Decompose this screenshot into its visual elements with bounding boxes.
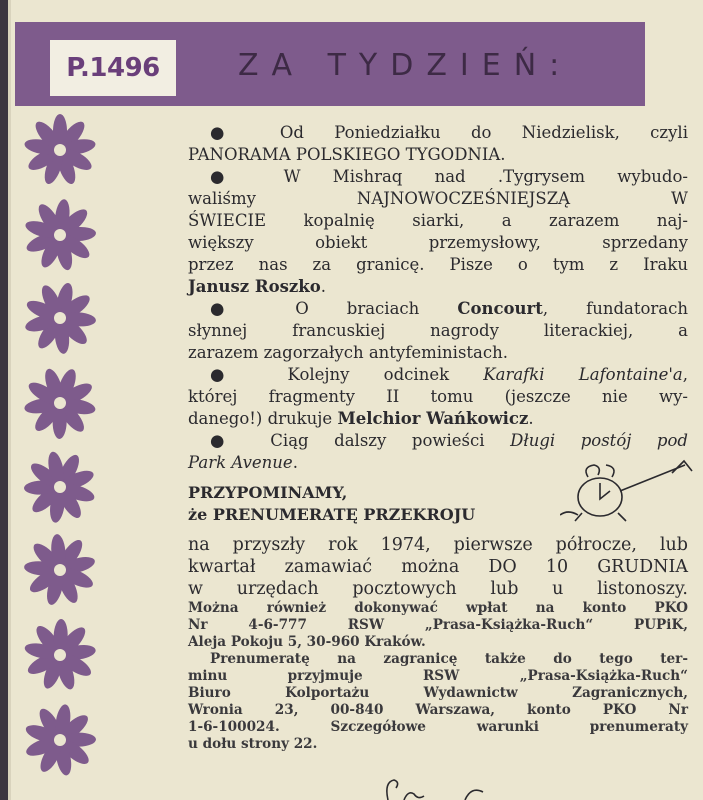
flower-ornament-icon bbox=[22, 449, 98, 525]
text-segment: Wronia 23, 00-840 Warszawa, konto PKO Nr bbox=[188, 702, 688, 718]
text-segment: PANORAMA POLSKIEGO TYGODNIA. bbox=[188, 145, 506, 164]
text-segment: ● W Mishraq nad .Tygrysem wybudo- bbox=[210, 167, 688, 186]
text-line bbox=[188, 386, 688, 408]
text-segment: minu przyjmuje RSW „Prasa-Książka-Ruch“ bbox=[188, 668, 688, 684]
page-edge bbox=[0, 0, 8, 800]
text-line bbox=[188, 408, 688, 430]
text-line bbox=[188, 600, 688, 617]
section-title: ZA TYDZIEŃ: bbox=[238, 48, 573, 83]
text-segment: Biuro Kolportażu Wydawnictw Zagranicznych, bbox=[188, 685, 688, 701]
text-segment: Nr 4-6-777 RSW „Prasa-Książka-Ruch“ PUPiK, bbox=[188, 617, 688, 633]
text-segment: słynnej francuskiej nagrody literackiej, a bbox=[188, 321, 688, 340]
text-line bbox=[188, 364, 688, 386]
text-line bbox=[188, 166, 688, 188]
text-segment: ● Ciąg dalszy powieści bbox=[210, 431, 511, 450]
text-line bbox=[188, 188, 688, 210]
text-segment: 1-6-100024. Szczegółowe warunki prenumeraty bbox=[188, 719, 688, 735]
text-line bbox=[188, 298, 688, 320]
text-segment: przez nas za granicę. Pisze o tym z Iraku bbox=[188, 255, 688, 274]
flower-ornament-icon bbox=[22, 112, 98, 188]
text-segment: że PRENUMERATĘ PRZEKROJU bbox=[188, 505, 476, 524]
alarm-clock-drawing-icon bbox=[560, 455, 700, 530]
italic-text: Karafki Lafontaine'a bbox=[483, 365, 683, 384]
subscription-details bbox=[188, 600, 688, 753]
bold-text: Melchior Wańkowicz bbox=[337, 409, 529, 428]
text-line bbox=[188, 342, 688, 364]
text-segment: większy obiekt przemysłowy, sprzedany bbox=[188, 233, 688, 252]
text-segment: danego!) drukuje bbox=[188, 409, 338, 428]
text-segment: ● O braciach bbox=[210, 299, 458, 318]
text-segment: Prenumeratę na zagranicę także do tego ter- bbox=[210, 651, 688, 667]
text-line bbox=[188, 556, 688, 578]
text-segment: w urzędach pocztowych lub u listonoszy. bbox=[188, 579, 688, 599]
text-segment: , fundatorach bbox=[542, 299, 689, 318]
text-line bbox=[188, 254, 688, 276]
text-segment: waliśmy NAJNOWOCZEŚNIEJSZĄ W bbox=[188, 189, 688, 208]
text-line bbox=[188, 430, 688, 452]
flower-ornament-icon bbox=[22, 532, 98, 608]
text-line bbox=[188, 578, 688, 600]
bold-text: Concourt bbox=[457, 299, 543, 318]
flower-ornament-icon bbox=[22, 702, 98, 778]
text-segment: , bbox=[682, 365, 688, 384]
text-line bbox=[188, 144, 688, 166]
text-segment: . bbox=[528, 409, 534, 428]
text-segment: na przyszły rok 1974, pierwsze półrocze, lub bbox=[188, 535, 688, 555]
text-segment: u dołu strony 22. bbox=[188, 736, 318, 752]
text-line bbox=[188, 276, 688, 298]
text-segment: zarazem zagorzałych antyfeministach. bbox=[188, 343, 508, 362]
flower-ornament-icon bbox=[22, 617, 98, 693]
text-segment: PRZYPOMINAMY, bbox=[188, 483, 348, 502]
text-line bbox=[188, 617, 688, 634]
flower-ornament-icon bbox=[22, 280, 98, 356]
subscription-info bbox=[188, 534, 688, 600]
text-segment: kwartał zamawiać można DO 10 GRUDNIA bbox=[188, 557, 688, 577]
text-line bbox=[188, 122, 688, 144]
text-segment: Aleja Pokoju 5, 30-960 Kraków. bbox=[188, 634, 426, 650]
text-line bbox=[188, 702, 688, 719]
text-segment: ● Od Poniedziałku do Niedzielisk, czyli bbox=[210, 123, 688, 142]
text-segment: . bbox=[292, 453, 298, 472]
text-segment: ŚWIECIE kopalnię siarki, a zarazem naj- bbox=[188, 211, 688, 230]
text-line bbox=[188, 534, 688, 556]
text-segment: ● Kolejny odcinek bbox=[210, 365, 484, 384]
flower-ornament-icon bbox=[22, 365, 98, 441]
bold-text: Janusz Roszko bbox=[188, 277, 321, 296]
text-line bbox=[188, 320, 688, 342]
italic-text: Park Avenue bbox=[188, 453, 293, 472]
text-line bbox=[188, 232, 688, 254]
text-line bbox=[188, 685, 688, 702]
text-line bbox=[188, 668, 688, 685]
text-segment: której fragmenty II tomu (jeszcze nie wy- bbox=[188, 387, 688, 406]
text-segment: Można również dokonywać wpłat na konto PKO bbox=[188, 600, 688, 616]
page-code: P.1496 bbox=[50, 40, 176, 96]
text-line bbox=[188, 736, 688, 753]
text-line bbox=[188, 634, 688, 651]
weekly-preview-text bbox=[188, 122, 688, 474]
text-line bbox=[188, 651, 688, 668]
text-segment: . bbox=[320, 277, 326, 296]
flower-ornament-icon bbox=[22, 197, 98, 273]
page-edge-highlight bbox=[8, 0, 11, 800]
text-line bbox=[188, 719, 688, 736]
partial-drawing-icon bbox=[370, 770, 490, 800]
text-line bbox=[188, 210, 688, 232]
italic-text: Długi postój pod bbox=[510, 431, 688, 450]
